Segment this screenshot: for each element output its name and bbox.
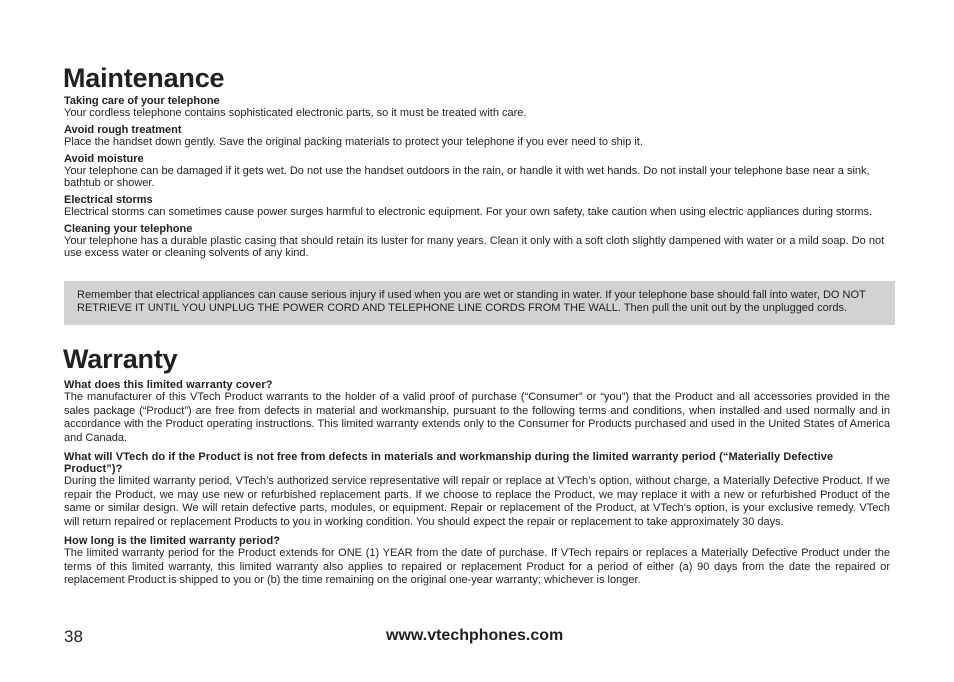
section-body: Electrical storms can sometimes cause power surges harmful to electronic equipment. For your own safety, take caution when using electric appliances during storms. [64, 206, 873, 218]
section-heading: Cleaning your telephone [64, 223, 193, 235]
section-body: Your telephone has a durable plastic casing that should retain its luster for many years. Clean it only with a soft cloth slightly dampened with water or a mild soap. Do not use excess water or cleaning solvents of any kind. [64, 235, 885, 259]
section-heading: Taking care of your telephone [64, 95, 220, 107]
maintenance-section-moisture [64, 153, 894, 189]
maintenance-section-storms [64, 194, 894, 218]
warranty-section-remedy [64, 451, 890, 529]
warranty-section-period [64, 535, 890, 588]
section-heading: Avoid rough treatment [64, 124, 182, 136]
maintenance-sections [64, 95, 894, 264]
safety-note-box: Remember that electrical appliances can cause serious injury if used when you are wet or standing in water. If your telephone base should fall into water, DO NOT RETRIEVE IT UNTIL YOU UNPLUG THE POWER CORD AND TELEPHONE LINE CORDS FROM THE WALL. Then pull the unit out by the unplugged cords. [64, 281, 895, 325]
warranty-section-coverage [64, 379, 890, 445]
section-heading: What will VTech do if the Product is not free from defects in materials and workmanship during the limited warranty period (“Materially Defective Product”)? [64, 451, 834, 475]
footer-url: www.vtechphones.com [386, 627, 564, 644]
section-body: Your telephone can be damaged if it gets wet. Do not use the handset outdoors in the rain, or handle it with wet hands. Do not install your telephone base near a sink, bathtub or shower. [64, 165, 870, 189]
maintenance-section-care [64, 95, 894, 119]
section-heading: How long is the limited warranty period? [64, 535, 281, 547]
section-heading: What does this limited warranty cover? [64, 379, 273, 391]
maintenance-title: Maintenance [63, 63, 225, 93]
section-body: Your cordless telephone contains sophisticated electronic parts, so it must be treated with care. [64, 107, 527, 119]
page-number: 38 [64, 627, 83, 646]
section-body: The limited warranty period for the Product extends for ONE (1) YEAR from the date of purchase. If VTech repairs or replaces a Materially Defective Product under the terms of this limited warranty, this limited warranty also applies to repaired or replacement Product for a period of either (a) 90 days from the date the repaired or replacement Product is shipped to you or (b) the time remaining on the original one-year warranty; whichever is longer. [64, 547, 890, 586]
section-heading: Electrical storms [64, 194, 153, 206]
maintenance-section-cleaning [64, 223, 894, 259]
section-body: Place the handset down gently. Save the original packing materials to protect your telephone if you ever need to ship it. [64, 136, 643, 148]
warranty-sections [64, 379, 890, 594]
section-body: The manufacturer of this VTech Product warrants to the holder of a valid proof of purchase (“Consumer” or “you”) that the Product and all accessories provided in the sales package (“Product”) are free from defects in material and workmanship, pursuant to the following terms and conditions, when installed and used normally and in accordance with the Product operating instructions. This limited warranty extends only to the Consumer for Products purchased and used in the United States of America and Canada. [64, 391, 890, 444]
warranty-title: Warranty [63, 344, 178, 374]
section-body: During the limited warranty period, VTech’s authorized service representative will repair or replace at VTech’s option, without charge, a Materially Defective Product. If we repair the Product, we may use new or refurbished replacement parts. If we choose to replace the Product, we may replace it with a new or refurbished Product of the same or similar design. We will retain defective parts, modules, or equipment. Repair or replacement of the Product, at VTech’s option, is your exclusive remedy. VTech will return repaired or replacement Products to you in working condition. You should expect the repair or replacement to take approximately 30 days. [64, 475, 890, 528]
section-heading: Avoid moisture [64, 153, 144, 165]
maintenance-section-rough [64, 124, 894, 148]
